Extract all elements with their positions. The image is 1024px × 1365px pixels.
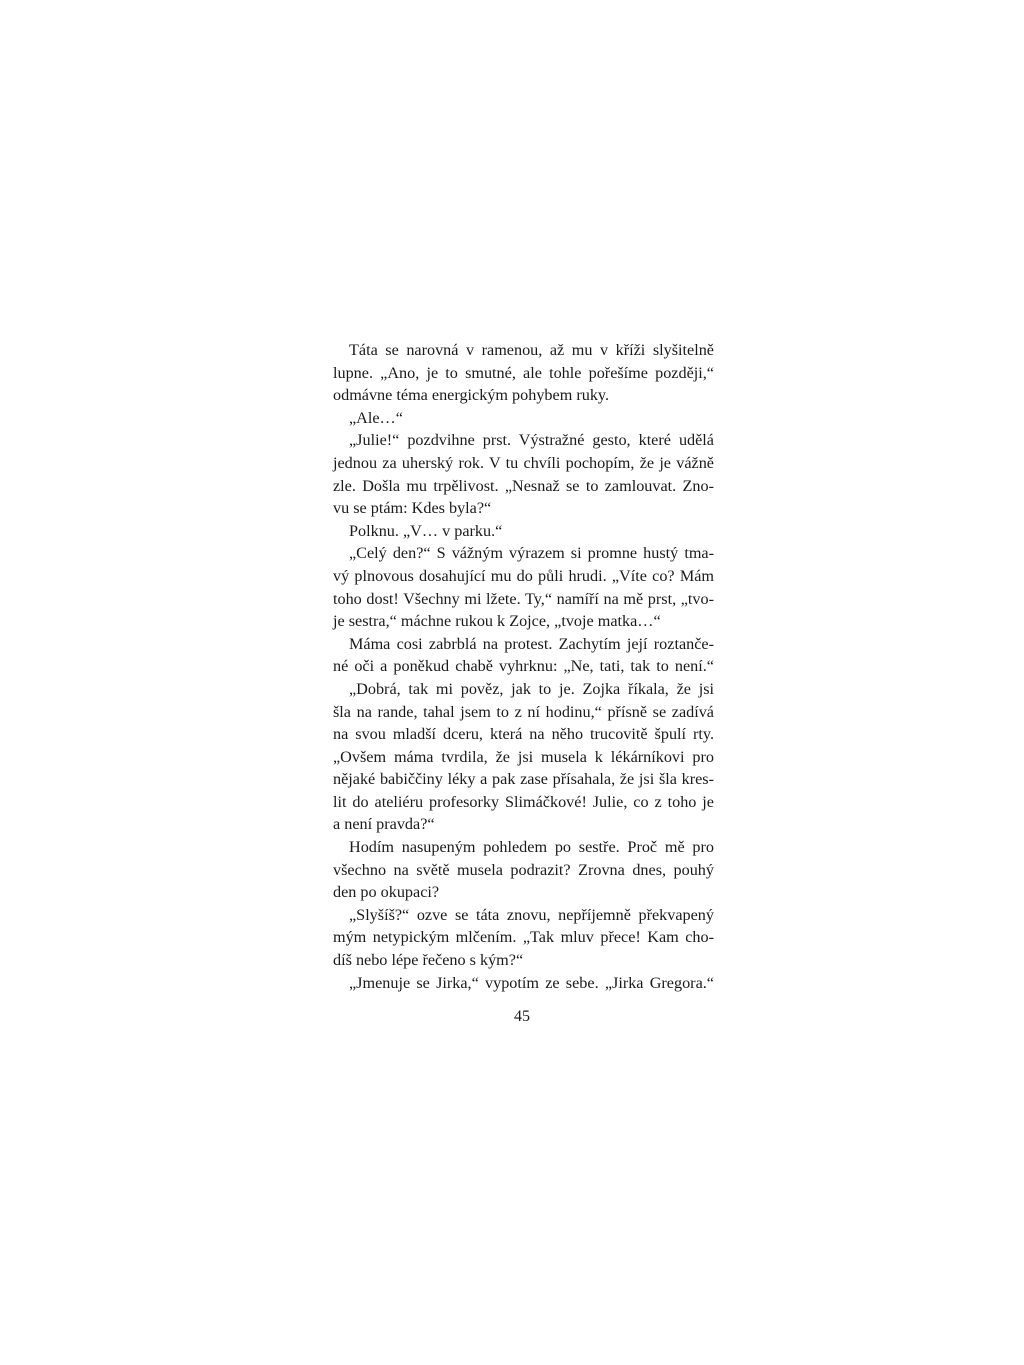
text-line: „Jmenuje se Jirka,“ vypotím ze sebe. „Jirka Gregora.“: [349, 973, 714, 992]
text-line: „Ovšem máma tvrdila, že jsi musela k lékárníkovi pro: [333, 747, 714, 766]
text-line: „Ale…“: [349, 408, 403, 427]
text-line: jednou za uherský rok. V tu chvíli pochopím, že je vážně: [333, 453, 714, 472]
text-line: Táta se narovná v ramenou, až mu v kříži slyšitelně: [349, 341, 714, 359]
text-line: toho dost! Všechny mi lžete. Ty,“ namíří na mě prst, „tvo-: [333, 589, 714, 608]
text-line: Hodím nasupeným pohledem po sestře. Proč mě pro: [349, 838, 714, 857]
page-number: 45: [514, 1008, 530, 1025]
text-line: odmávne téma energickým pohybem ruky.: [333, 386, 610, 405]
text-line: zle. Došla mu trpělivost. „Nesnaž se to zamlouvat. Zno-: [333, 476, 714, 495]
text-line: Máma cosi zabrblá na protest. Zachytím její roztanče-: [349, 634, 714, 653]
text-line: Polknu. „V… v parku.“: [349, 521, 503, 540]
text-line: a není pravda?“: [333, 815, 435, 834]
text-line: vý plnovous dosahující mu do půli hrudi. „Víte co? Mám: [333, 566, 714, 585]
text-line: né oči a poněkud chabě vyhrknu: „Ne, tati, tak to není.“: [333, 657, 714, 676]
text-line: všechno na světě musela podrazit? Zrovna dnes, pouhý: [333, 860, 714, 879]
text-line: lupne. „Ano, je to smutné, ale tohle pořešíme později,“: [333, 363, 714, 382]
text-line: vu se ptám: Kdes byla?“: [333, 499, 492, 518]
text-line: je sestra,“ máchne rukou k Zojce, „tvoje matka…“: [333, 612, 661, 631]
text-line: mým netypickým mlčením. „Tak mluv přece! Kam cho-: [333, 928, 714, 947]
text-line: „Dobrá, tak mi pověz, jak to je. Zojka říkala, že jsi: [349, 679, 714, 698]
text-line: „Celý den?“ S vážným výrazem si promne hustý tma-: [349, 544, 714, 563]
text-line: „Julie!“ pozdvihne prst. Výstražné gesto, které udělá: [349, 431, 714, 450]
text-line: „Slyšíš?“ ozve se táta znovu, nepříjemně překvapený: [349, 905, 714, 924]
text-line: díš nebo lépe řečeno s kým?“: [333, 951, 524, 970]
text-line: nějaké babiččiny léky a pak zase přísahala, že jsi šla kres-: [333, 770, 714, 789]
text-line: na svou mladší dceru, která na něho trucovitě špulí rty.: [333, 725, 714, 744]
text-line: den po okupaci?: [333, 883, 440, 902]
body-text: [333, 339, 714, 994]
text-line: šla na rande, tahal jsem to z ní hodinu,“ přísně se zadívá: [333, 702, 714, 721]
text-line: lit do ateliéru profesorky Slimáčkové! Julie, co z toho je: [333, 792, 714, 811]
